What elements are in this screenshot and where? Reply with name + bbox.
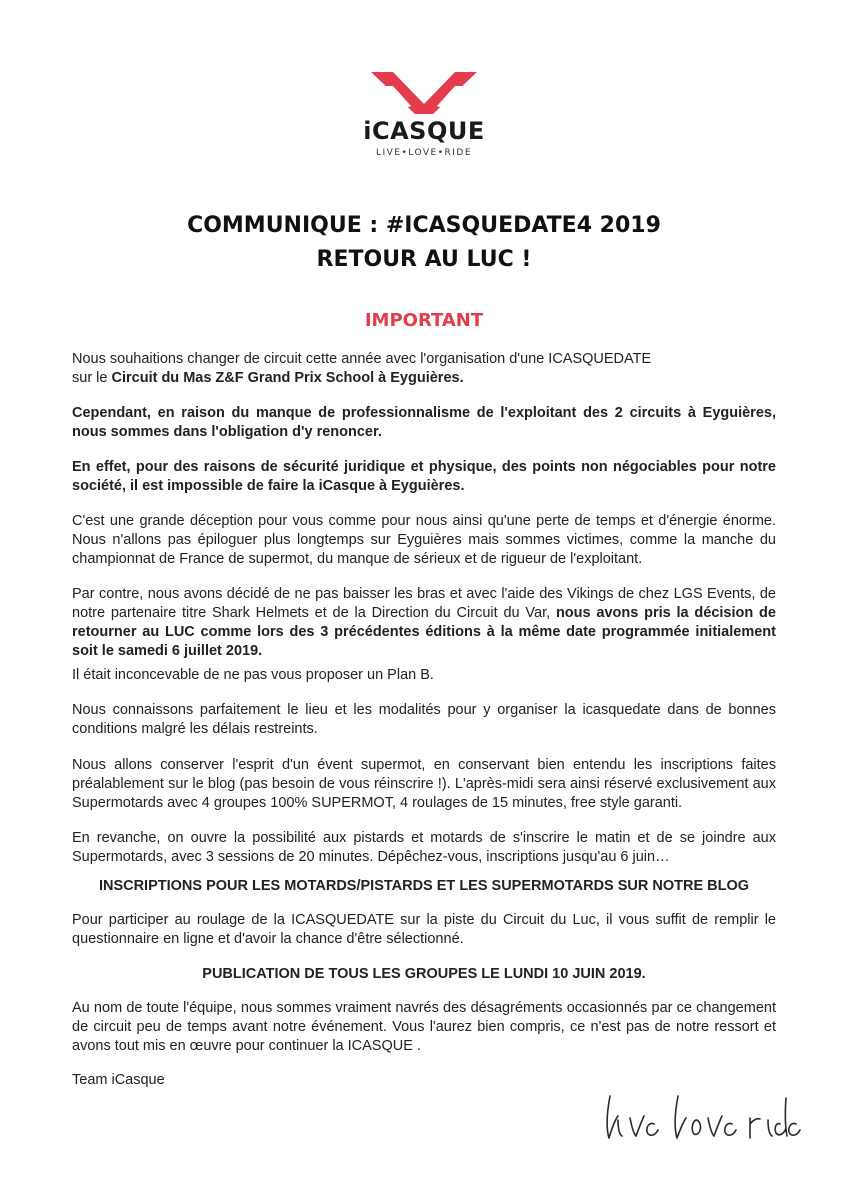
paragraph-10: Pour participer au roulage de la ICASQUEDATE sur la piste du Circuit du Luc, il vous suffit de remplir le questionnaire en ligne et d'avoir la chance d'être sélectionné. (72, 912, 776, 947)
paragraph-7: Nous connaissons parfaitement le lieu et les modalités pour y organiser la icasquedate dans de bonnes conditions malgré les délais restreints. (72, 702, 776, 737)
paragraph-2: Cependant, en raison du manque de professionnalisme de l'exploitant des 2 circuits à Eyguières, nous sommes dans l'obligation d'y renoncer. (72, 405, 776, 440)
paragraph-1-circuit-name: Circuit du Mas Z&F Grand Prix School à Eyguières. (111, 370, 464, 386)
paragraph-1 (72, 350, 776, 388)
helmet-mark-icon (371, 70, 477, 116)
paragraph-4: C'est une grande déception pour vous comme pour nous ainsi qu'une perte de temps et d'énergie énorme. Nous n'allons pas épiloguer plus longtemps sur Eyguières mais sommes victimes, comme la manche du championnat de France de supermot, du manque de sérieux et de rigueur de l'exploitant. (72, 513, 776, 567)
important-heading: IMPORTANT (364, 310, 484, 331)
brand-tagline: LIVE•LOVE•RIDE (375, 148, 473, 158)
paragraph-6: Il était inconcevable de ne pas vous proposer un Plan B. (72, 667, 434, 683)
paragraph-1-line1: Nous souhaitions changer de circuit cette année avec l'organisation d'une ICASQUEDATE (72, 351, 652, 367)
paragraph-9: En revanche, on ouvre la possibilité aux pistards et motards de s'inscrire le matin et de se joindre aux Supermotards, avec 3 sessions de 20 minutes. Dépêchez-vous, inscriptions jusqu'au 6 juin… (72, 830, 776, 865)
paragraph-11: Au nom de toute l'équipe, nous sommes vraiment navrés des désagréments occasionnés par ce changement de circuit peu de temps avant notre événement. Vous l'aurez bien compris, ce n'est pas de notre ressort et avons tout mis en œuvre pour continuer la ICASQUE . (72, 1000, 776, 1054)
paragraph-5 (72, 585, 776, 661)
live-love-ride-signature-icon (600, 1090, 810, 1150)
paragraph-5-intro: Par contre, nous avons décidé de ne pas baisser les bras et avec l'aide des Vikings de chez LGS Events, de notre partenaire titre Shark Helmets et de la Direction du Circuit du Var, (72, 586, 776, 621)
document-title-line2: RETOUR AU LUC ! (316, 247, 532, 272)
signoff: Team iCasque (72, 1072, 165, 1088)
brand-name: iCASQUE (363, 117, 485, 145)
paragraph-1-line2-start: sur le (72, 370, 112, 386)
publication-heading: PUBLICATION DE TOUS LES GROUPES LE LUNDI 10 JUIN 2019. (202, 966, 646, 982)
inscriptions-heading: INSCRIPTIONS POUR LES MOTARDS/PISTARDS ET LES SUPERMOTARDS SUR NOTRE BLOG (98, 878, 750, 894)
document-title-line1: COMMUNIQUE : #ICASQUEDATE4 2019 (187, 213, 661, 238)
icasque-logo (0, 70, 848, 158)
paragraph-3: En effet, pour des raisons de sécurité juridique et physique, des points non négociables pour notre société, il est impossible de faire la iCasque à Eyguières. (72, 459, 776, 494)
paragraph-5-decision: nous avons pris la décision de retourner au LUC comme lors des 3 précédentes éditions à la même date programmée initialement soit le samedi 6 juillet 2019. (72, 605, 776, 659)
paragraph-8: Nous allons conserver l'esprit d'un évent supermot, en conservant bien entendu les inscriptions faites préalablement sur le blog (pas besoin de vous réinscrire !). L'après-midi sera ainsi réservé exclusivement aux Supermotards avec 4 groupes 100% SUPERMOT, 4 roulages de 15 minutes, free style garanti. (72, 757, 776, 811)
